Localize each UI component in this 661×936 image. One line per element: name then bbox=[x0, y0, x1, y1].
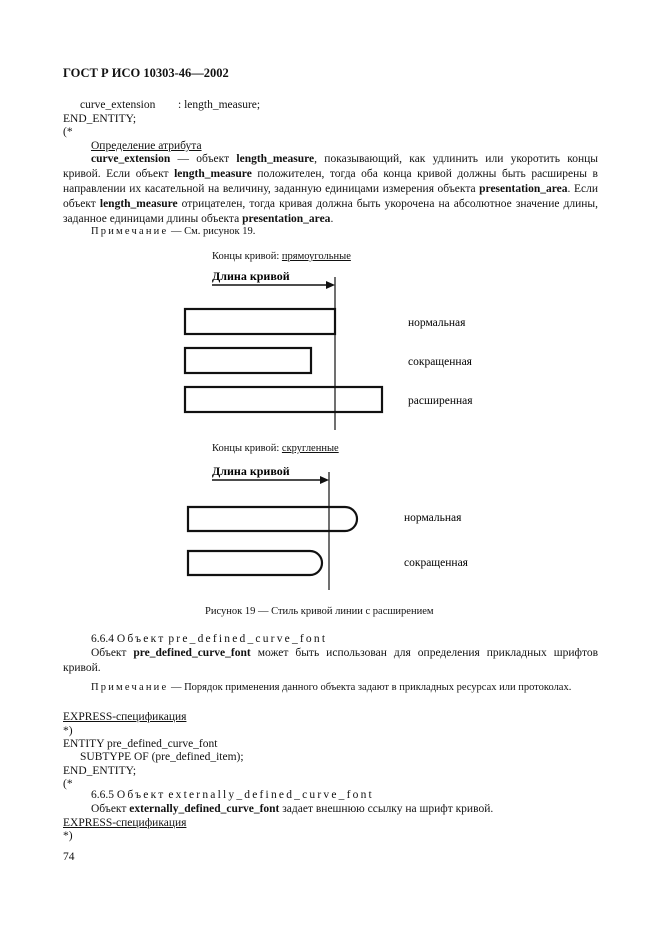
code-comment-open: (* bbox=[63, 778, 73, 790]
curve-rect-normal bbox=[185, 309, 335, 334]
section-heading-6-6-5 bbox=[91, 788, 374, 803]
term-curve-extension: curve_extension bbox=[91, 153, 171, 165]
note-application-order bbox=[63, 680, 598, 695]
code-comment-close: *) bbox=[63, 725, 73, 737]
text-segment: — объект bbox=[170, 153, 237, 165]
code-comment-close: *) bbox=[63, 830, 73, 842]
bottom-label-normal: нормальная bbox=[404, 512, 462, 524]
note-label: Примечание bbox=[91, 682, 169, 693]
term-length-measure: length_measure bbox=[174, 168, 252, 180]
top-label-normal: нормальная bbox=[408, 317, 466, 329]
curve-rect-shortened bbox=[185, 348, 311, 373]
note-label: Примечание bbox=[91, 226, 169, 237]
note-text: — Порядок применения данного объекта задают в прикладных ресурсах или протоколах. bbox=[168, 682, 572, 693]
caption-end-type: прямоугольные bbox=[281, 251, 351, 262]
section-6-6-5-paragraph bbox=[91, 802, 493, 817]
page-header-title: ГОСТ Р ИСО 10303-46—2002 bbox=[63, 66, 229, 80]
express-spec-label: EXPRESS-спецификация bbox=[63, 817, 187, 829]
section-word: Объект bbox=[116, 789, 166, 801]
section-heading-6-6-4 bbox=[91, 632, 327, 647]
code-attribute-type: : length_measure; bbox=[178, 99, 261, 111]
text-segment: положителен, тогда оба конца кривой должны быть расширены в направлении их касательной на величину, заданную единицами измерения объекта bbox=[63, 168, 598, 195]
caption-prefix: Концы кривой: bbox=[212, 251, 282, 262]
code-attribute-name: curve_extension bbox=[80, 99, 156, 111]
term-presentation-area: presentation_area bbox=[242, 213, 331, 225]
top-length-arrowhead bbox=[326, 281, 335, 289]
top-label-shortened: сокращенная bbox=[408, 356, 472, 368]
figure-bottom-caption bbox=[212, 443, 339, 454]
caption-prefix: Концы кривой: bbox=[212, 443, 282, 454]
code-entity-declaration: ENTITY pre_defined_curve_font bbox=[63, 738, 218, 750]
figure-caption: Рисунок 19 — Стиль кривой линии с расширением bbox=[205, 606, 434, 617]
text-segment: . Если объект bbox=[63, 183, 598, 210]
section-number: 6.6.5 bbox=[91, 789, 114, 801]
text-segment: . bbox=[330, 213, 334, 225]
code-comment-open: (* bbox=[63, 126, 73, 138]
section-number: 6.6.4 bbox=[91, 633, 114, 645]
section-word: Объект bbox=[116, 633, 166, 645]
term-length-measure: length_measure bbox=[99, 198, 178, 210]
term-pre-defined-curve-font: pre_defined_curve_font bbox=[133, 647, 251, 659]
page-number: 74 bbox=[63, 851, 75, 863]
code-subtype: SUBTYPE OF (pre_defined_item); bbox=[80, 751, 244, 763]
curve-rect-extended bbox=[185, 387, 382, 412]
section-entity-name: pre_defined_curve_font bbox=[168, 633, 328, 645]
text-segment: , показывающий, как удлинить или укоротить концы кривой. Если объект bbox=[63, 153, 599, 180]
section-entity-name: externally_defined_curve_font bbox=[168, 789, 374, 801]
note-text: — См. рисунок 19. bbox=[168, 226, 256, 237]
attribute-definition-heading: Определение атрибута bbox=[91, 140, 202, 152]
text-segment: может быть использован для определения прикладных шрифтов кривой. bbox=[63, 647, 598, 674]
text-segment: Объект bbox=[91, 803, 130, 815]
bottom-length-arrowhead bbox=[320, 476, 329, 484]
text-segment: отрицателен, тогда кривая должна быть укорочена на абсолютное значение длины, заданное единицами длины объекта bbox=[63, 198, 599, 225]
bottom-length-label: Длина кривой bbox=[212, 464, 290, 478]
section-6-6-4-paragraph bbox=[63, 646, 598, 676]
curve-rounded-normal bbox=[188, 507, 357, 531]
top-label-extended: расширенная bbox=[408, 395, 473, 407]
code-end-entity: END_ENTITY; bbox=[63, 113, 137, 125]
express-spec-label: EXPRESS-спецификация bbox=[63, 711, 187, 723]
term-length-measure: length_measure bbox=[236, 153, 315, 165]
text-segment: Объект bbox=[91, 647, 134, 659]
top-length-label: Длина кривой bbox=[212, 269, 290, 283]
caption-end-type: скругленные bbox=[281, 443, 339, 454]
code-end-entity: END_ENTITY; bbox=[63, 765, 137, 777]
term-externally-defined-curve-font: externally_defined_curve_font bbox=[129, 803, 280, 815]
bottom-label-shortened: сокращенная bbox=[404, 557, 468, 569]
curve-rounded-shortened bbox=[188, 551, 322, 575]
term-presentation-area: presentation_area bbox=[479, 183, 568, 195]
text-segment: задает внешнюю ссылку на шрифт кривой. bbox=[279, 803, 494, 815]
